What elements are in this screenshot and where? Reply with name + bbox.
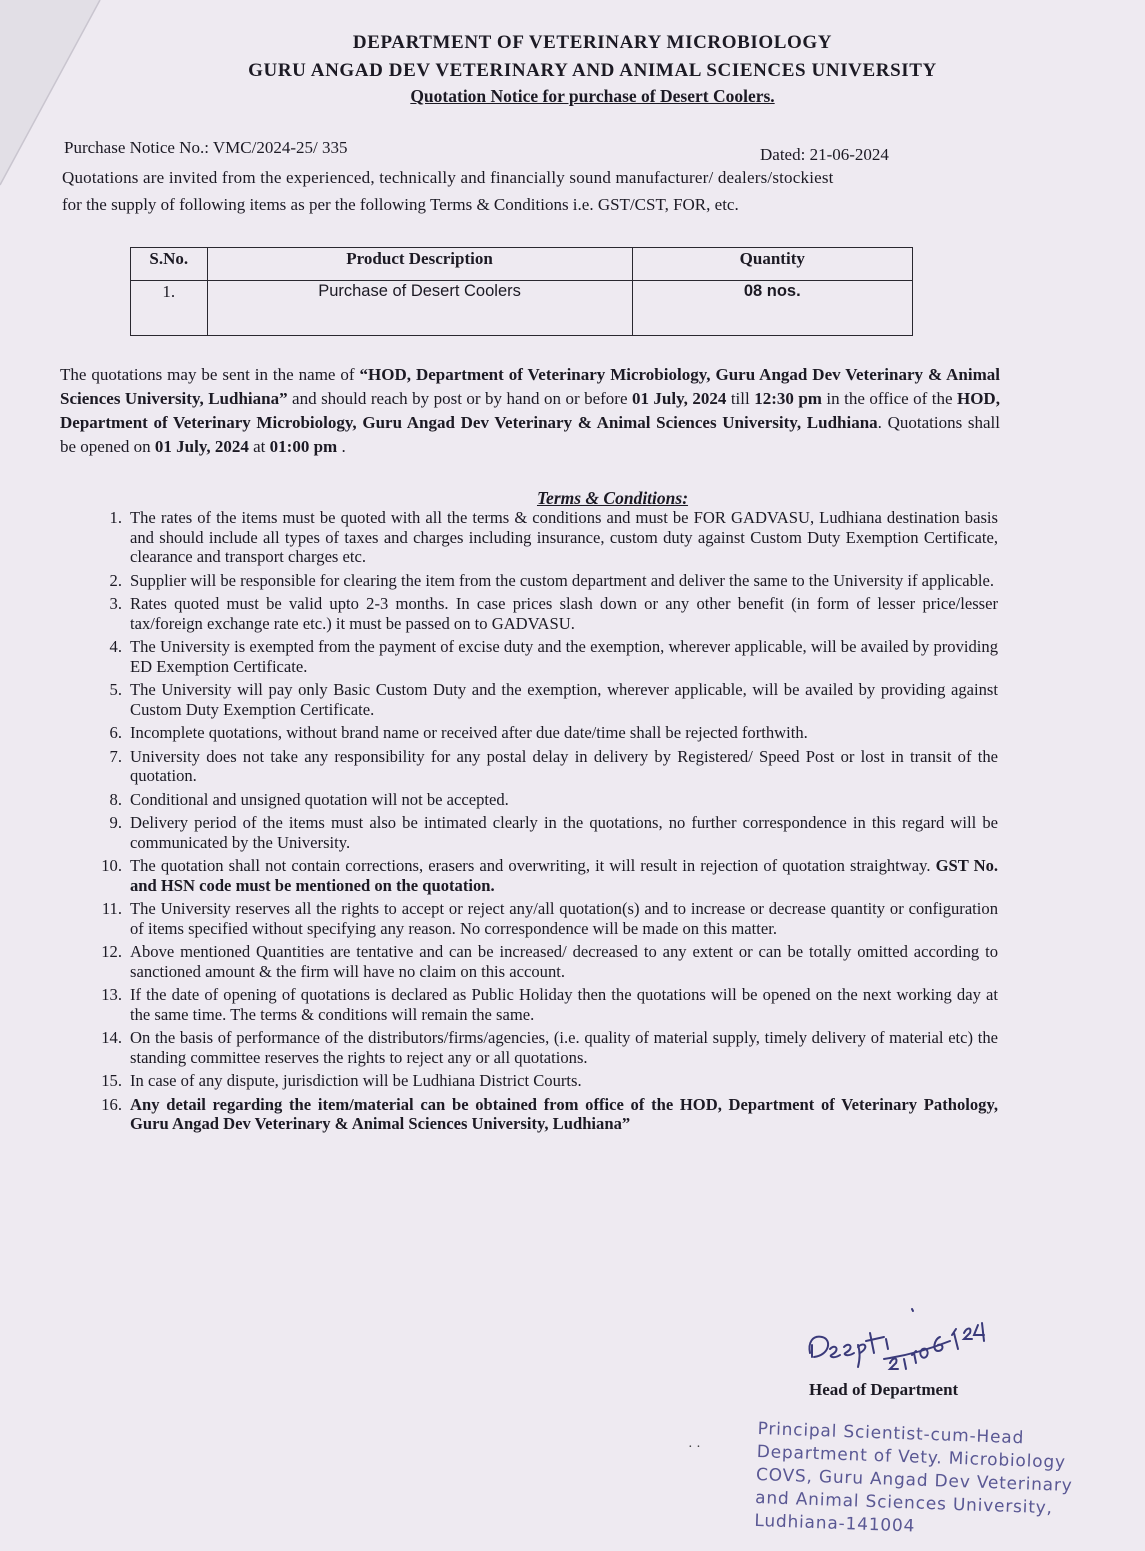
terms-item-number: 12.	[101, 942, 122, 961]
header-sno: S.No.	[131, 248, 208, 281]
terms-item	[96, 899, 998, 938]
terms-item	[96, 723, 998, 743]
terms-item-number: 5.	[109, 680, 122, 699]
terms-item-number: 4.	[109, 637, 122, 656]
intro-line-1: Quotations are invited from the experienced, technically and financially sound manufacturer/ dealers/stockiest	[62, 168, 834, 187]
table-header-row	[131, 248, 913, 281]
terms-item	[96, 594, 998, 633]
terms-item	[96, 637, 998, 676]
stamp-line: COVS, Guru Angad Dev Veterinary	[755, 1464, 1073, 1497]
para-text: and should reach by post or by hand on or before	[287, 389, 632, 408]
terms-item-text: Supplier will be responsible for clearing the item from the custom department and deliver the same to the University if applicable.	[130, 570, 995, 590]
terms-item	[96, 680, 998, 719]
terms-item	[96, 747, 998, 786]
terms-item-text: The rates of the items must be quoted with all the terms & conditions and must be FOR GADVASU, Ludhiana destination basis and should include all types of taxes and charges including insurance, custom duty against Custom Duty Exemption Certificate, clearance and transport charges etc.	[130, 508, 998, 566]
para-bold-deadline-time: 12:30 pm	[754, 389, 822, 408]
cell-product: Purchase of Desert Coolers	[207, 281, 632, 336]
terms-item-number: 3.	[109, 594, 122, 613]
terms-item-number: 16.	[101, 1094, 122, 1114]
terms-item-text: The quotation shall not contain corrections, erasers and overwriting, it will result in rejection of quotation straightway.	[130, 856, 936, 875]
terms-heading: Terms & Conditions:	[536, 488, 689, 508]
head-of-department-label: Head of Department	[809, 1380, 959, 1399]
terms-item	[96, 790, 998, 810]
terms-item-number: 11.	[101, 899, 122, 918]
terms-item	[96, 1028, 998, 1067]
stamp-line: and Animal Sciences University,	[754, 1487, 1054, 1519]
para-text: till	[726, 389, 755, 408]
cell-quantity: 08 nos.	[632, 281, 912, 336]
terms-item-number: 7.	[109, 746, 122, 766]
terms-item-number: 2.	[109, 570, 122, 590]
para-bold-deadline-date: 01 July, 2024	[631, 389, 727, 408]
purchase-notice-number: Purchase Notice No.: VMC/2024-25/ 335	[64, 138, 348, 157]
stamp-line: Principal Scientist-cum-Head	[757, 1418, 1025, 1449]
cell-sno: 1.	[131, 281, 208, 336]
terms-item-text: If the date of opening of quotations is declared as Public Holiday then the quotations will be opened on the next working day at the same time. The terms & conditions will remain the same.	[130, 985, 998, 1024]
terms-item-text: The University is exempted from the payment of excise duty and the exemption, wherever applicable, will be availed by providing ED Exemption Certificate.	[130, 637, 998, 676]
table-row	[131, 281, 913, 336]
terms-item-text: Rates quoted must be valid upto 2-3 months. In case prices slash down or any other benefit (in form of lesser price/lesser tax/foreign exchange rate etc.) it must be passed on to GADVASU.	[130, 594, 998, 633]
para-bold-addressee: “HOD, Department of Veterinary Microbiology, Guru Angad Dev Veterinary & Animal Sciences University, Ludhiana”	[60, 365, 1000, 408]
submission-paragraph	[60, 363, 1000, 459]
terms-item-number: 9.	[109, 813, 122, 832]
terms-item-bold-text: GST No. and HSN code must be mentioned on the quotation.	[130, 856, 999, 895]
para-text: The quotations may be sent in the name of	[60, 365, 360, 384]
terms-item-text: Incomplete quotations, without brand name or received after due date/time shall be rejected forthwith.	[130, 723, 808, 742]
para-bold-opening-date: 01 July, 2024	[154, 437, 249, 456]
terms-item	[96, 1071, 998, 1091]
terms-item-text: In case of any dispute, jurisdiction will be Ludhiana District Courts.	[130, 1071, 582, 1090]
stamp-line: Ludhiana-141004	[754, 1510, 916, 1537]
terms-item-text: Above mentioned Quantities are tentative and can be increased/ decreased to any extent or can be totally omitted according to sanctioned amount & the firm will have no claim on this account.	[130, 942, 998, 981]
terms-item-number: 13.	[101, 985, 122, 1004]
terms-item-text: On the basis of performance of the distributors/firms/agencies, (i.e. quality of material supply, timely delivery of material etc) the standing committee reserves the rights to reject any or all quotations.	[130, 1028, 998, 1067]
terms-item	[96, 1095, 998, 1134]
handwritten-signature	[800, 1305, 1000, 1375]
department-heading: DEPARTMENT OF VETERINARY MICROBIOLOGY	[352, 32, 833, 53]
notice-title: Quotation Notice for purchase of Desert Coolers.	[410, 86, 775, 106]
terms-item-bold-text: Any detail regarding the item/material can be obtained from office of the HOD, Department of Veterinary Pathology, Guru Angad Dev Veterinary & Animal Sciences University, Ludhiana”	[130, 1094, 998, 1133]
terms-item-text: University does not take any responsibility for any postal delay in delivery by Registered/ Speed Post or lost in transit of the quotation.	[130, 746, 998, 785]
header-product-description: Product Description	[207, 248, 632, 281]
header-quantity: Quantity	[632, 248, 912, 281]
terms-item	[96, 508, 998, 567]
para-bold-office: HOD, Department of Veterinary Microbiology, Guru Angad Dev Veterinary & Animal Sciences University, Ludhiana	[60, 389, 1000, 432]
terms-item	[96, 571, 998, 591]
para-bold-opening-time: 01:00 pm	[269, 437, 338, 456]
university-heading: GURU ANGAD DEV VETERINARY AND ANIMAL SCIENCES UNIVERSITY	[248, 60, 937, 81]
terms-item-number: 15.	[101, 1071, 122, 1090]
para-text: at	[248, 437, 270, 456]
terms-item-number: 10.	[101, 856, 122, 875]
intro-line-2: for the supply of following items as per the following Terms & Conditions i.e. GST/CST, FOR, etc.	[62, 195, 739, 214]
para-text: .	[337, 437, 346, 456]
terms-item-text: Conditional and unsigned quotation will not be accepted.	[130, 789, 509, 809]
stray-mark: · ·	[688, 1440, 701, 1455]
para-text: . Quotations shall be opened on	[60, 413, 1000, 456]
items-table	[130, 247, 913, 336]
terms-item	[96, 942, 998, 981]
terms-item-text: The University reserves all the rights to accept or reject any/all quotation(s) and to increase or decrease quantity or configuration of items specified without specifying any reason. No correspondence will be made on this matter.	[130, 899, 998, 938]
terms-item	[96, 985, 998, 1024]
terms-item-number: 14.	[101, 1028, 122, 1047]
terms-item	[96, 856, 998, 895]
official-stamp	[754, 1418, 1075, 1544]
terms-item-text: Delivery period of the items must also be intimated clearly in the quotations, no further correspondence in this regard will be communicated by the University.	[130, 813, 998, 852]
terms-item-number: 6.	[109, 723, 122, 742]
para-text: in the office of the	[821, 389, 957, 408]
terms-list	[96, 508, 998, 1138]
terms-item-number: 1.	[109, 508, 122, 527]
terms-item-text: The University will pay only Basic Custom Duty and the exemption, wherever applicable, will be availed by providing against Custom Duty Exemption Certificate.	[130, 680, 998, 719]
terms-item	[96, 813, 998, 852]
notice-date: Dated: 21-06-2024	[760, 145, 889, 164]
stamp-line: Department of Vety. Microbiology	[756, 1441, 1067, 1473]
terms-item-number: 8.	[109, 789, 122, 809]
